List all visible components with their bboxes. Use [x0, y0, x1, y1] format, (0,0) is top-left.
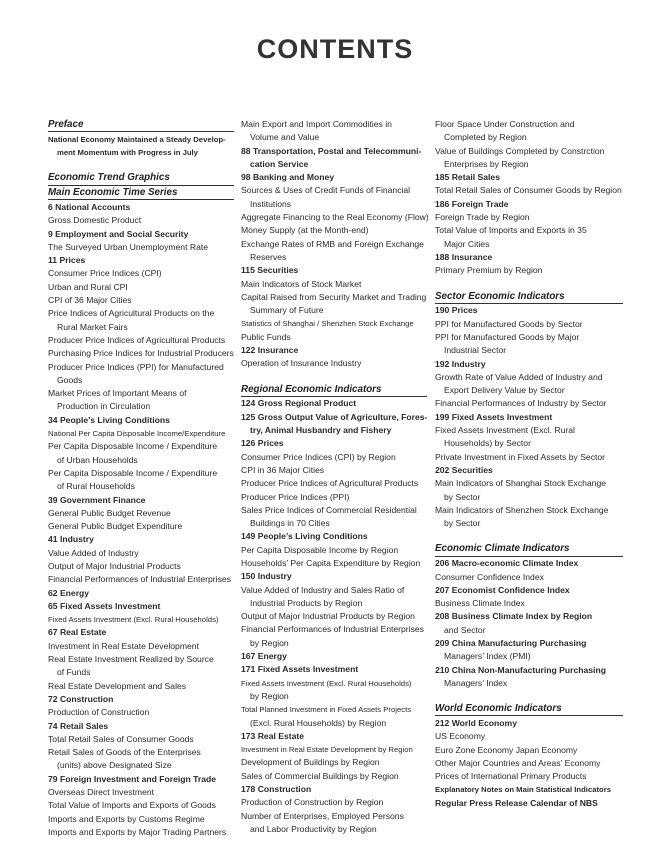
toc-entry[interactable]: Statistics of Shanghai / Shenzhen Stock Exchange [241, 319, 414, 329]
toc-entry[interactable]: Production of Construction [48, 707, 150, 718]
chapter-entry[interactable]: 11 Prices [48, 255, 86, 266]
toc-entry[interactable]: Households) by Sector [444, 438, 531, 449]
toc-entry[interactable]: PPI for Manufactured Goods by Major [435, 331, 580, 342]
toc-entry[interactable]: General Public Budget Expenditure [48, 521, 183, 532]
spacer [435, 690, 623, 702]
toc-entry[interactable]: Price Indices of Agricultural Products on the [48, 308, 215, 319]
toc-entry[interactable]: Households’ Per Capita Expenditure by Region [241, 558, 421, 568]
toc-entry[interactable]: Institutions [250, 198, 292, 209]
chapter-entry[interactable]: 67 Real Estate [48, 627, 107, 638]
toc-entry[interactable]: Financial Performances of Industry by Sector [435, 398, 607, 409]
chapter-entry[interactable]: 209 China Manufacturing Purchasing [435, 637, 587, 648]
toc-entry[interactable]: Exchange Rates of RMB and Foreign Exchange [241, 238, 424, 249]
toc-entry[interactable]: by Region [250, 637, 289, 648]
toc-entry[interactable]: Investment in Real Estate Development by Region [241, 745, 413, 755]
chapter-entry[interactable]: try, Animal Husbandry and Fishery [250, 425, 392, 436]
toc-entry[interactable]: Fixed Assets Investment (Excl. Rural Households) [48, 615, 219, 625]
contents-column-2 [241, 118, 427, 836]
toc-entry[interactable]: Producer Price Indices of Agricultural Products [241, 478, 419, 489]
toc-entry[interactable]: Producer Price Indices (PPI) for Manufactured [48, 361, 224, 372]
toc-entry[interactable]: Retail Sales of Goods of the Enterprises [48, 747, 201, 758]
toc-entry[interactable]: Per Capita Disposable Income / Expenditure [48, 441, 218, 452]
toc-entry[interactable]: Value Added of Industry [48, 547, 139, 558]
section-heading: World Economic Indicators [435, 702, 623, 716]
toc-entry[interactable]: Sources & Uses of Credit Funds of Financial [241, 185, 411, 196]
toc-entry[interactable]: Sales of Commercial Buildings by Region [241, 770, 399, 781]
toc-entry[interactable]: Consumer Confidence Index [435, 571, 544, 582]
chapter-entry[interactable]: 199 Fixed Assets Investment [435, 411, 553, 422]
toc-entry[interactable]: by Sector [444, 491, 481, 502]
toc-entry[interactable]: Total Retail Sales of Consumer Goods by Region [435, 185, 622, 196]
chapter-entry[interactable]: 171 Fixed Assets Investment [241, 664, 359, 675]
spacer [435, 278, 623, 290]
toc-entry[interactable]: Producer Price Indices (PPI) [241, 491, 350, 502]
toc-entry[interactable]: CPI in 36 Major Cities [241, 464, 325, 475]
chapter-entry[interactable]: 202 Securities [435, 464, 493, 475]
toc-entry[interactable]: PPI for Manufactured Goods by Sector [435, 318, 583, 329]
chapter-entry[interactable]: 79 Foreign Investment and Foreign Trade [48, 773, 217, 784]
toc-entry[interactable]: of Funds [57, 667, 91, 678]
chapter-entry[interactable]: cation Service [250, 158, 309, 169]
chapter-entry[interactable]: 125 Gross Output Value of Agriculture, Fores- [241, 411, 428, 422]
chapter-entry[interactable]: 212 World Economy [435, 717, 517, 728]
toc-entry[interactable]: Investment in Real Estate Development [48, 640, 199, 651]
chapter-entry[interactable]: 74 Retail Sales [48, 720, 109, 731]
section-heading: Sector Economic Indicators [435, 290, 623, 304]
chapter-entry[interactable]: Explanatory Notes on Main Statistical Indicators [435, 785, 611, 795]
chapter-entry[interactable]: 190 Prices [435, 305, 478, 316]
chapter-entry[interactable]: 173 Real Estate [241, 730, 305, 741]
chapter-entry[interactable]: 115 Securities [241, 265, 299, 276]
chapter-entry[interactable]: 6 National Accounts [48, 201, 131, 212]
toc-entry[interactable]: Producer Price Indices of Agricultural Products [48, 334, 226, 345]
toc-entry[interactable]: Total Value of Imports and Exports in 35 [435, 225, 587, 236]
chapter-entry[interactable]: 34 People’s Living Conditions [48, 414, 170, 425]
toc-entry[interactable]: Other Major Countries and Areas’ Economy [435, 757, 601, 768]
chapter-entry[interactable]: 72 Construction [48, 693, 114, 704]
chapter-entry[interactable]: 149 People’s Living Conditions [241, 531, 368, 542]
section-heading: Main Economic Time Series [48, 186, 234, 200]
toc-entry[interactable]: Private Investment in Fixed Assets by Sector [435, 451, 606, 462]
chapter-entry[interactable]: 188 Insurance [435, 251, 493, 262]
toc-entry[interactable]: Main Indicators of Shanghai Stock Exchange [435, 478, 607, 489]
toc-entry[interactable]: Fixed Assets Investment (Excl. Rural [435, 425, 575, 436]
section-heading: Regional Economic Indicators [241, 383, 427, 397]
toc-entry[interactable]: Gross Domestic Product [48, 215, 142, 226]
toc-entry[interactable]: Market Prices of Important Means of [48, 388, 187, 399]
toc-entry[interactable]: by Sector [444, 518, 481, 529]
toc-entry[interactable]: Overseas Direct Investment [48, 787, 155, 798]
toc-entry[interactable]: Urban and Rural CPI [48, 281, 128, 292]
chapter-entry[interactable]: 186 Foreign Trade [435, 198, 509, 209]
toc-entry[interactable]: Per Capita Disposable Income / Expenditure [48, 467, 218, 478]
section-heading: Preface [48, 118, 234, 132]
toc-entry[interactable]: Growth Rate of Value Added of Industry and [435, 371, 603, 382]
chapter-entry[interactable]: 192 Industry [435, 358, 486, 369]
toc-entry[interactable]: Real Estate Investment Realized by Source [48, 654, 214, 665]
toc-entry[interactable]: Summary of Future [250, 305, 324, 316]
toc-entry[interactable]: Completed by Region [444, 132, 527, 143]
chapter-entry[interactable]: 126 Prices [241, 438, 284, 449]
toc-entry[interactable]: Floor Space Under Construction and [435, 119, 575, 129]
toc-entry[interactable]: Industrial Sector [444, 345, 507, 356]
toc-entry[interactable]: Rural Market Fairs [57, 321, 128, 332]
toc-entry[interactable]: Primary Premium by Region [435, 265, 543, 276]
toc-entry[interactable]: Main Export and Import Commodities in [241, 119, 392, 129]
toc-entry[interactable]: of Rural Households [57, 481, 135, 492]
toc-entry[interactable]: The Surveyed Urban Unemployment Rate [48, 241, 209, 252]
toc-entry[interactable]: Main Indicators of Stock Market [241, 278, 362, 289]
toc-entry[interactable]: US Economy [435, 731, 486, 742]
toc-entry[interactable]: and Labor Productivity by Region [250, 823, 377, 834]
toc-entry[interactable]: and Sector [444, 624, 486, 635]
section-heading: Economic Trend Graphics [48, 171, 234, 185]
chapter-entry[interactable]: 39 Government Finance [48, 494, 146, 505]
toc-entry[interactable]: Total Value of Imports and Exports of Goods [48, 800, 216, 811]
toc-entry[interactable]: Number of Enterprises, Employed Persons [241, 810, 404, 821]
spacer [435, 530, 623, 542]
toc-entry[interactable]: Per Capita Disposable Income by Region [241, 544, 399, 555]
chapter-entry[interactable]: ment Momentum with Progress in July [57, 148, 198, 158]
chapter-entry[interactable]: 178 Construction [241, 784, 312, 795]
toc-entry[interactable]: Financial Performances of Industrial Enterprises [48, 574, 231, 585]
toc-entry[interactable]: Capital Raised from Security Market and Trading [241, 291, 427, 302]
contents-column-3 [435, 118, 623, 810]
chapter-entry[interactable]: 88 Transportation, Postal and Telecommuni- [241, 145, 422, 156]
chapter-entry[interactable]: 9 Employment and Social Security [48, 228, 189, 239]
toc-entry[interactable]: Purchasing Price Indices for Industrial Producers [48, 348, 234, 359]
toc-entry[interactable]: Managers’ Index [444, 677, 508, 688]
chapter-entry[interactable]: Regular Press Release Calendar of NBS [435, 797, 598, 808]
chapter-entry[interactable]: National Economy Maintained a Steady Develop- [48, 134, 226, 144]
chapter-entry[interactable]: 122 Insurance [241, 345, 299, 356]
toc-entry[interactable]: Production of Construction by Region [241, 797, 384, 808]
toc-entry[interactable]: Managers’ Index (PMI) [444, 651, 531, 662]
toc-entry[interactable]: Euro Zone Economy Japan Economy [435, 744, 578, 755]
toc-entry[interactable]: Consumer Price Indices (CPI) by Region [241, 451, 396, 462]
toc-entry[interactable]: Imports and Exports by Major Trading Partners [48, 826, 227, 837]
toc-entry[interactable]: Development of Buildings by Region [241, 757, 380, 768]
toc-entry[interactable]: Goods [57, 374, 83, 385]
spacer [48, 159, 234, 171]
contents-column-1 [48, 118, 234, 839]
toc-entry[interactable]: Export Delivery Value by Sector [444, 385, 565, 396]
chapter-entry[interactable]: 150 Industry [241, 571, 292, 582]
toc-entry[interactable]: Total Planned Investment in Fixed Assets Projects [241, 705, 412, 715]
toc-entry[interactable]: Total Retail Sales of Consumer Goods [48, 733, 194, 744]
toc-entry[interactable]: Buildings in 70 Cities [250, 518, 330, 529]
toc-entry[interactable]: Value Added of Industry and Sales Ratio of [241, 584, 405, 595]
toc-entry[interactable]: Prices of International Primary Products [435, 771, 587, 782]
toc-entry[interactable]: CPI of 36 Major Cities [48, 295, 132, 306]
toc-entry[interactable]: Financial Performances of Industrial Enterprises [241, 624, 424, 635]
toc-entry[interactable]: Money Supply (at the Month-end) [241, 225, 369, 236]
toc-entry[interactable]: Reserves [250, 251, 287, 262]
toc-entry[interactable]: Volume and Value [250, 132, 320, 143]
page-title: CONTENTS [256, 34, 414, 64]
toc-entry[interactable]: Imports and Exports by Customs Regime [48, 813, 205, 824]
toc-entry[interactable]: Sales Price Indices of Commercial Residential [241, 504, 417, 515]
toc-entry[interactable]: by Region [250, 690, 289, 701]
toc-entry[interactable]: Industrial Products by Region [250, 597, 363, 608]
toc-entry[interactable]: (units) above Designated Size [57, 760, 172, 771]
chapter-entry[interactable]: 206 Macro-economic Climate Index [435, 558, 579, 569]
toc-entry[interactable]: Foreign Trade by Region [435, 212, 530, 223]
chapter-entry[interactable]: 208 Business Climate Index by Region [435, 611, 593, 622]
toc-entry[interactable]: Output of Major Industrial Products [48, 561, 181, 571]
toc-entry[interactable]: Public Funds [241, 331, 291, 342]
toc-entry[interactable]: Value of Buildings Completed by Constrction [435, 145, 605, 156]
chapter-entry[interactable]: 210 China Non-Manufacturing Purchasing [435, 664, 606, 675]
toc-entry[interactable]: Fixed Assets Investment (Excl. Rural Households) [241, 678, 412, 688]
chapter-entry[interactable]: 62 Energy [48, 587, 90, 598]
toc-entry[interactable]: of Urban Households [57, 454, 138, 465]
chapter-entry[interactable]: 98 Banking and Money [241, 172, 335, 183]
toc-entry[interactable]: Business Climate Index [435, 598, 525, 609]
chapter-entry[interactable]: 41 Industry [48, 534, 94, 545]
toc-entry[interactable]: Aggregate Financing to the Real Economy (Flow) [241, 212, 429, 223]
toc-entry[interactable]: Main Indicators of Shenzhen Stock Exchange [435, 504, 609, 515]
chapter-entry[interactable]: 65 Fixed Assets Investment [48, 600, 161, 611]
chapter-entry[interactable]: 207 Economist Confidence Index [435, 584, 570, 595]
toc-entry[interactable]: (Excl. Rural Households) by Region [250, 717, 387, 728]
chapter-entry[interactable]: 124 Gross Regional Product [241, 398, 357, 409]
chapter-entry[interactable]: 185 Retail Sales [435, 172, 500, 183]
toc-entry[interactable]: Operation of Insurance Industry [241, 358, 362, 369]
toc-entry[interactable]: National Per Capita Disposable Income/Expenditure [48, 429, 226, 439]
chapter-entry[interactable]: 167 Energy [241, 651, 287, 662]
toc-entry[interactable]: Enterprises by Region [444, 158, 529, 169]
toc-entry[interactable]: General Public Budget Revenue [48, 507, 171, 518]
section-heading: Economic Climate Indicators [435, 542, 623, 556]
toc-entry[interactable]: Output of Major Industrial Products by Region [241, 611, 415, 622]
toc-entry[interactable]: Production in Circulation [57, 401, 151, 412]
spacer [241, 371, 427, 383]
toc-entry[interactable]: Real Estate Development and Sales [48, 680, 187, 691]
toc-entry[interactable]: Consumer Price Indices (CPI) [48, 268, 162, 279]
toc-entry[interactable]: Major Cities [444, 238, 490, 249]
